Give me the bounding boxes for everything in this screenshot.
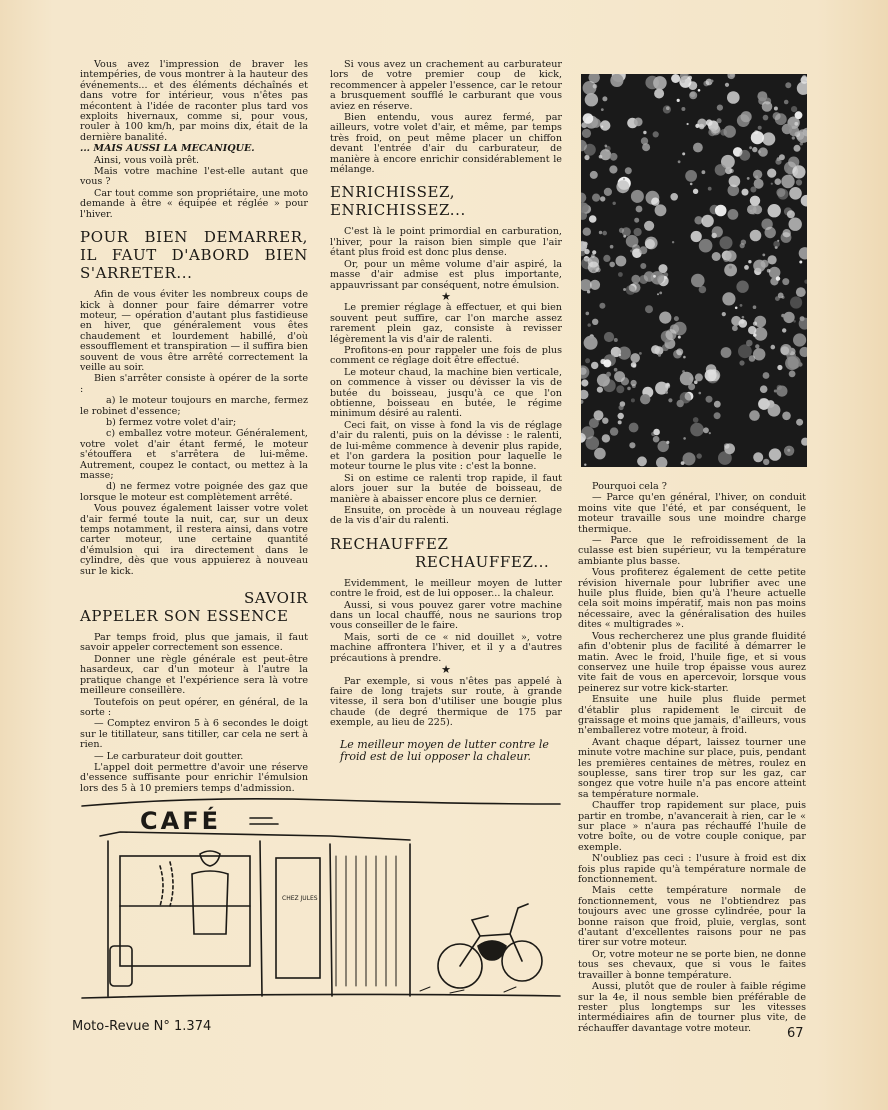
paragraph: Vous pouvez également laisser votre volet d'air fermé toute la nuit, car, sur un deux temps notamment, il restera ainsi, dans votre carter moteur, une certaine quantité d'émulsion qui ira directement dans le cylindre, dès que vous appuierez à nouveau sur le kick. bbox=[80, 503, 308, 577]
paragraph: Evidemment, le meilleur moyen de lutter contre le froid, est de lui opposer... la chaleur. bbox=[330, 577, 562, 600]
section-heading-line2: APPELER SON ESSENCE bbox=[80, 607, 289, 626]
paragraph: Bien s'arrêter consiste à opérer de la sorte : bbox=[80, 373, 308, 395]
paragraph: Aussi, si vous pouvez garer votre machine dans un local chauffé, nous ne saurions trop vous conseiller de le faire. bbox=[330, 599, 562, 632]
paragraph: Mais votre machine l'est-elle autant que vous ? bbox=[80, 166, 308, 188]
illustration-caption: Le meilleur moyen de lutter contre le froid est de lui opposer la chaleur. bbox=[340, 737, 549, 764]
star-separator: ★ bbox=[441, 289, 451, 303]
paragraph: — Parce qu'en général, l'hiver, on conduit moins vite que l'été, et par conséquent, le moteur travaille sous une moindre charge thermique. bbox=[578, 492, 806, 535]
cartoon-roofline bbox=[82, 799, 560, 806]
paragraph: L'appel doit permettre d'avoir une réserve d'essence suffisante pour enrichir l'émulsion lors des 5 à 10 premiers temps d'admission. bbox=[80, 761, 308, 794]
cartoon-window bbox=[120, 856, 250, 966]
cartoon-ground bbox=[82, 994, 560, 998]
column-left bbox=[80, 60, 308, 795]
cartoon-person-head bbox=[200, 851, 220, 866]
paragraph: Donner une règle générale est peut-être hasardeux, car d'un moteur à l'autre la pratique change et l'expérience sera là votre meilleure conseillère. bbox=[80, 653, 308, 697]
list-item: d) ne fermez votre poignée des gaz que lorsque le moteur est complètement arrêté. bbox=[80, 481, 308, 503]
cartoon-walls bbox=[108, 841, 410, 996]
paragraph: Ensuite une huile plus fluide permet d'établir plus rapidement le circuit de graissage et moins que jamais, d'ailleurs, vous n'emballerez votre moteur, à froid. bbox=[578, 694, 806, 737]
magazine-issue: Moto-Revue N° 1.374 bbox=[72, 1019, 212, 1034]
paragraph: C'est là le point primordial en carburation, l'hiver, pour la raison bien simple que l'air étant plus froid est donc plus dense. bbox=[330, 226, 562, 259]
section-heading: POUR BIEN DEMARRER, IL FAUT D'ABORD BIEN S'ARRETER... bbox=[80, 228, 308, 283]
section-heading-line2: RECHAUFFEZ... bbox=[415, 552, 550, 571]
paragraph: Vous avez l'impression de braver les intempéries, de vous montrer à la hauteur des événements... et des éléments déchaînés et dans votre for intérieur, vous n'êtes pas mécontent à l'idée de raconter plus tard vos exploits hivernaux, comme si, pour vous, rouler à 100 km/h, par moins dix, était de la dernière banalité. bbox=[80, 59, 308, 143]
list-item: b) fermez votre volet d'air; bbox=[106, 416, 237, 428]
cafe-sign: CAFÉ bbox=[140, 807, 221, 835]
column-right bbox=[578, 482, 806, 1035]
paragraph: N'oubliez pas ceci : l'usure à froid est dix fois plus rapide qu'à température normale de fonctionnement. bbox=[578, 853, 806, 886]
section-heading-line1: RECHAUFFEZ bbox=[330, 534, 449, 553]
paragraph: Le moteur chaud, la machine bien verticale, on commence à visser ou dévisser la vis de butée du boisseau, jusqu'à ce que l'on obtienne, boisseau en butée, le régime minimum désiré au ralenti. bbox=[330, 366, 562, 420]
cartoon-window-reflection bbox=[160, 862, 173, 906]
paragraph: — Le carburateur doit goutter. bbox=[94, 750, 244, 762]
paragraph: Aussi, plutôt que de rouler à faible régime sur la 4e, il nous semble bien préférable de rester plus longtemps sur les vitesses intermédiaires afin de tourner plus vite, de réchauffer davantage votre moteur. bbox=[578, 981, 806, 1034]
subheading: ... MAIS AUSSI LA MECANIQUE. bbox=[80, 143, 255, 155]
paragraph: — Comptez environ 5 à 6 secondes le doigt sur le titillateur, sans titiller, car cela ne sert à rien. bbox=[80, 718, 308, 751]
section-heading-line1: SAVOIR bbox=[243, 589, 308, 608]
star-separator: ★ bbox=[441, 663, 451, 677]
list-item: a) le moteur toujours en marche, fermez le robinet d'essence; bbox=[80, 395, 308, 417]
paragraph: Bien entendu, vous aurez fermé, par ailleurs, votre volet d'air, et même, par temps très froid, on peut même placer un chiffon devant l'entrée d'air du carburateur, de manière à encore enrichir considérablement le mélange. bbox=[330, 112, 562, 176]
paragraph: Ainsi, vous voilà prêt. bbox=[94, 154, 200, 166]
paragraph: Vous profiterez également de cette petite révision hivernale pour lubrifier avec une huile plus fluide, bien qu'à l'heure actuelle cela soit moins impératif, mais non pas moins nécessaire, avec la généralisation des huiles dites « multigrades ». bbox=[578, 567, 806, 631]
paragraph: Ceci fait, on visse à fond la vis de réglage d'air du ralenti, puis on la dévisse : le ralenti, de lui-même commence à devenir plus rapide, et l'on gardera la position pour laquelle le moteur tourne le plus vite : c'est la bonne. bbox=[330, 419, 562, 473]
paragraph: Chauffer trop rapidement sur place, puis partir en trombe, n'avancerait à rien, car le « sur place » n'aura pas réchauffé l'huile de votre boîte, ou de votre couple conique, par exemple. bbox=[578, 800, 806, 853]
list-item: c) emballez votre moteur. Généralement, votre volet d'air étant fermé, le moteur s'étouffera et s'arrêtera de lui-même. Autrement, coupez le contact, ou mettez à la masse; bbox=[80, 428, 308, 481]
cartoon-door bbox=[276, 858, 320, 978]
paragraph: — Parce que le refroidissement de la culasse est bien supérieur, vu la température ambiante plus basse. bbox=[578, 535, 806, 567]
cartoon-person-body bbox=[192, 871, 228, 934]
paragraph: Profitons-en pour rappeler une fois de plus comment ce réglage doit être effectué. bbox=[330, 344, 562, 367]
steps-list bbox=[80, 396, 308, 503]
column-middle bbox=[330, 60, 562, 764]
paragraph: Avant chaque départ, laissez tourner une minute votre machine sur place, puis, pendant les premières centaines de mètres, roulez en souplesse, sans tirer trop sur les gaz, car songez que votre huile n'a pas encore atteint sa température normale. bbox=[578, 736, 806, 800]
paragraph: Toutefois on peut opérer, en général, de la sorte : bbox=[80, 696, 308, 718]
cafe-cartoon bbox=[80, 796, 562, 1006]
paragraph: Car tout comme son propriétaire, une moto demande à être « équipée et réglée » pour l'hiver. bbox=[80, 187, 308, 220]
paragraph: Si on estime ce ralenti trop rapide, il faut alors jouer sur la butée de boisseau, de manière à abaisser encore plus ce dernier. bbox=[330, 472, 562, 505]
paragraph: Afin de vous éviter les nombreux coups de kick à donner pour faire démarrer votre moteur, — opération d'autant plus fastidieuse en hiver, que généralement vous êtes chaudement et lourdement habillé, d'où essoufflement et transpiration — il suffira bien souvent de vous être arrêté correctement la veille au soir. bbox=[80, 289, 308, 373]
cartoon-stripes bbox=[336, 856, 396, 986]
cartoon-ground-marks bbox=[420, 987, 516, 993]
paragraph: Le premier réglage à effectuer, et qui bien souvent peut suffire, car l'on marche assez rarement plein gaz, consiste à revisser légèrement la vis d'air de ralenti. bbox=[330, 302, 562, 345]
cartoon-sign-mark bbox=[250, 818, 278, 824]
paragraph: Or, votre moteur ne se porte bien, ne donne tous ses chevaux, que si vous le faites travailler à bonne température. bbox=[578, 948, 806, 981]
paragraph: Pourquoi cela ? bbox=[592, 481, 667, 492]
frost-photo bbox=[581, 74, 807, 467]
paragraph: Par exemple, si vous n'êtes pas appelé à faire de long trajets sur route, à grande vitesse, il sera bon d'utiliser une bougie plus chaude (de degré thermique de 175 par exemple, au lieu de 225). bbox=[330, 675, 562, 729]
paragraph: Vous rechercherez une plus grande fluidité afin d'obtenir plus de facilité à démarrer le matin. Avec le froid, l'huile fige, et si vous conservez une huile trop épaisse vous aurez vite fait de vous en apercevoir, lorsque vous peinerez sur votre kick-starter. bbox=[578, 630, 806, 694]
page-number: 67 bbox=[787, 1026, 804, 1041]
paragraph: Or, pour un même volume d'air aspiré, la masse d'air admise est plus importante, appauvrissant par conséquent, notre émulsion. bbox=[330, 258, 562, 291]
paragraph: Par temps froid, plus que jamais, il faut savoir appeler correctement son essence. bbox=[80, 632, 308, 654]
frost-texture bbox=[581, 74, 807, 467]
paragraph: Mais cette température normale de fonctionnement, vous ne l'obtiendrez pas toujours avec une grosse cylindrée, pour la bonne raison que froid, pluie, verglas, sont d'autant d'excellentes raisons pour ne pas tirer sur votre moteur. bbox=[578, 885, 806, 949]
paragraph: Ensuite, on procède à un nouveau réglage de la vis d'air du ralenti. bbox=[330, 505, 562, 527]
paragraph: Mais, sorti de ce « nid douillet », votre machine affrontera l'hiver, et il y a d'autres précautions à prendre. bbox=[330, 631, 562, 664]
section-heading: ENRICHISSEZ, ENRICHISSEZ... bbox=[330, 183, 466, 220]
paragraph: Si vous avez un crachement au carburateur lors de votre premier coup de kick, recommencer à appeler l'essence, car le retour a brusquement soufflé le carburant que vous aviez en réserve. bbox=[330, 59, 562, 112]
door-text: CHEZ JULES bbox=[282, 895, 318, 902]
